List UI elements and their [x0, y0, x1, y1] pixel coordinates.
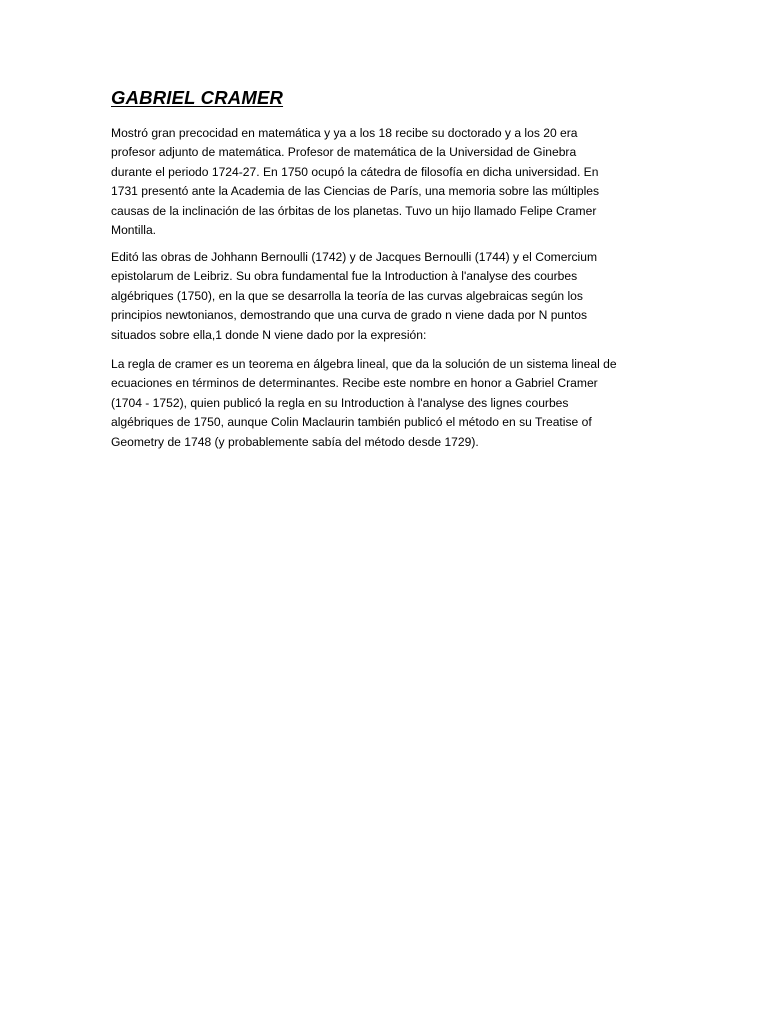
- paragraph-line: causas de la inclinación de las órbitas de los planetas. Tuvo un hijo llamado Felipe Cramer: [111, 203, 597, 218]
- paragraph-line: profesor adjunto de matemática. Profesor de matemática de la Universidad de Ginebra: [111, 145, 577, 160]
- paragraph-line: algébriques (1750), en la que se desarrolla la teoría de las curvas algebraicas según los: [111, 288, 583, 303]
- document-title: GABRIEL CRAMER: [111, 87, 284, 108]
- paragraph-line: 1731 presentó ante la Academia de las Ciencias de París, una memoria sobre las múltiples: [111, 184, 600, 199]
- paragraph-line: durante el periodo 1724-27. En 1750 ocupó la cátedra de filosofía en dicha universidad. En: [111, 164, 599, 179]
- paragraph-works: [111, 248, 656, 345]
- paragraph-line: La regla de cramer es un teorema en álgebra lineal, que da la solución de un sistema lineal de: [111, 357, 617, 371]
- paragraph-line: principios newtonianos, demostrando que una curva de grado n viene dada por N puntos: [111, 308, 588, 323]
- paragraph-line: Montilla.: [111, 223, 157, 238]
- paragraph-line: Editó las obras de Johhann Bernoulli (1742) y de Jacques Bernoulli (1744) y el Comercium: [111, 250, 598, 264]
- paragraph-line: situados sobre ella,1 donde N viene dado por la expresión:: [111, 327, 427, 342]
- paragraph-line: ecuaciones en términos de determinantes. Recibe este nombre en honor a Gabriel Cramer: [111, 376, 598, 391]
- paragraph-line: (1704 - 1752), quien publicó la regla en su Introduction à l'analyse des lignes courbes: [111, 395, 569, 410]
- paragraph-line: epistolarum de Leibriz. Su obra fundamental fue la Introduction à l'analyse des courbes: [111, 269, 578, 284]
- paragraph-cramer-rule: [111, 355, 656, 452]
- paragraph-biography: [111, 124, 656, 240]
- paragraph-line: Mostró gran precocidad en matemática y ya a los 18 recibe su doctorado y a los 20 era: [111, 126, 578, 140]
- paragraph-line: algébriques de 1750, aunque Colin Maclaurin también publicó el método en su Treatise of: [111, 415, 592, 430]
- paragraph-line: Geometry de 1748 (y probablemente sabía del método desde 1729).: [111, 434, 479, 449]
